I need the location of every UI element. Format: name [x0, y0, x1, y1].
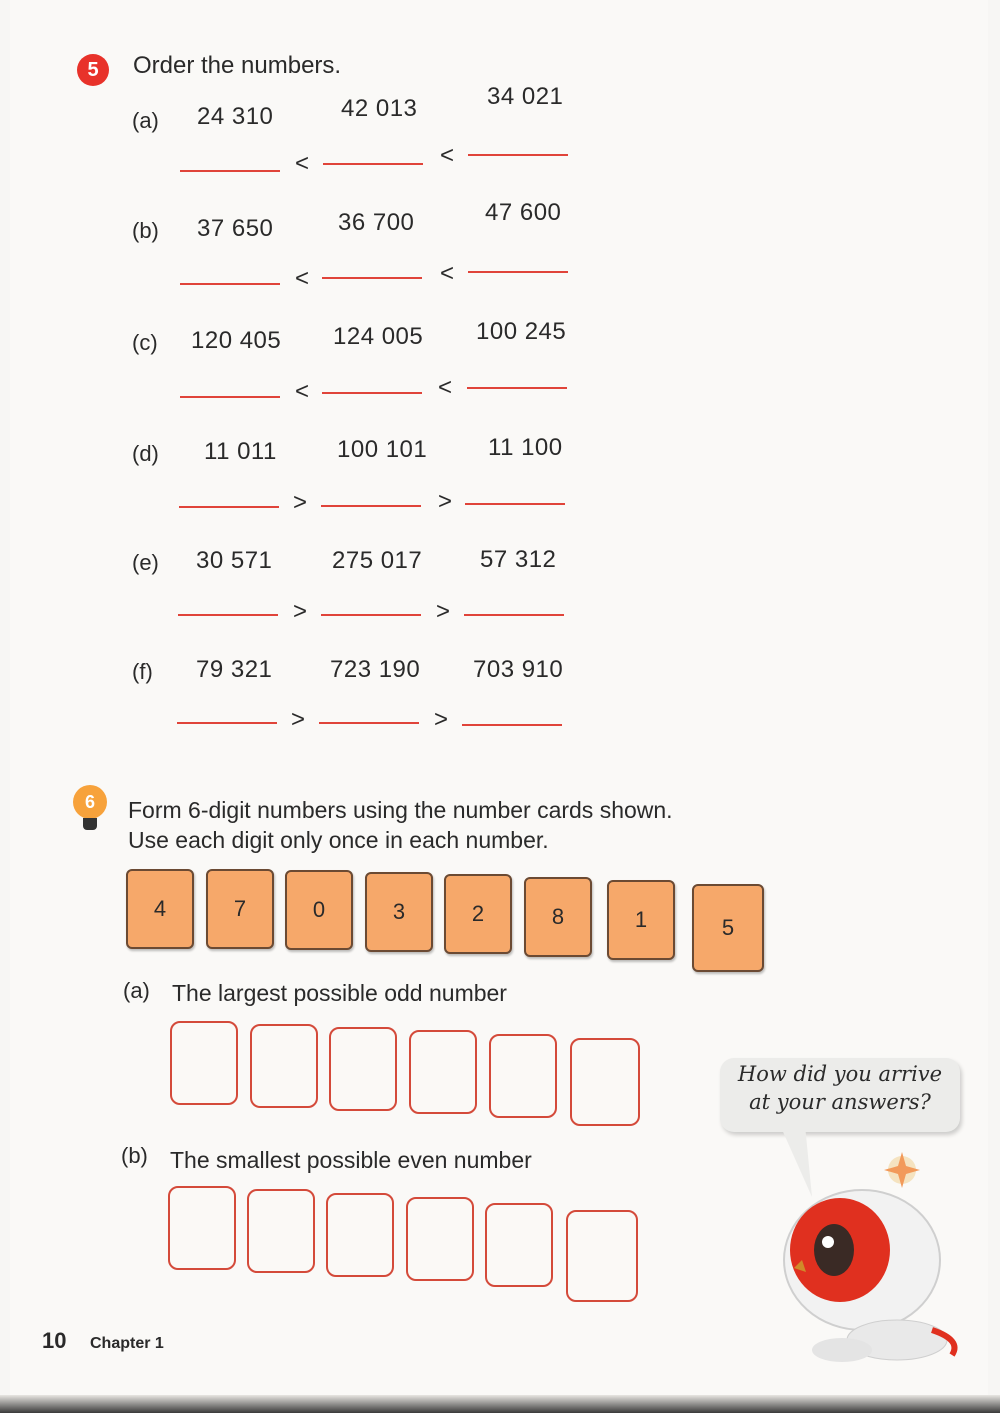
part-f-number-2: 723 190	[330, 656, 421, 683]
part-d-number-3: 11 100	[488, 434, 563, 461]
q6-part-b-label: (b)	[121, 1143, 148, 1168]
part-e-symbol-1: >	[293, 598, 308, 625]
question-6-line-1: Form 6-digit numbers using the number cards shown.	[128, 797, 673, 823]
part-a-symbol-1: <	[295, 150, 310, 177]
answer-box[interactable]	[168, 1186, 236, 1270]
part-f-symbol-2: >	[434, 706, 449, 733]
part-c-symbol-2: <	[438, 374, 453, 401]
part-d-label: (d)	[132, 441, 159, 466]
chapter-label: Chapter 1	[90, 1335, 164, 1352]
part-f-blank-2[interactable]	[319, 722, 419, 724]
part-b-number-1: 37 650	[197, 215, 274, 242]
part-d-number-2: 100 101	[337, 436, 428, 463]
number-card: 4	[126, 869, 194, 949]
q6-part-a-label: (a)	[123, 978, 150, 1003]
part-f-label: (f)	[132, 659, 153, 684]
answer-box[interactable]	[250, 1024, 318, 1108]
part-d-blank-2[interactable]	[321, 505, 421, 507]
part-f-number-3: 703 910	[473, 656, 564, 683]
page-edge-shadow	[0, 1395, 1000, 1413]
part-f-blank-1[interactable]	[177, 722, 277, 724]
part-e-symbol-2: >	[436, 598, 451, 625]
number-card: 0	[285, 870, 353, 950]
speech-line-1: How did you arrive	[737, 1062, 943, 1086]
part-b-blank-3[interactable]	[468, 271, 568, 273]
lightbulb-base-icon	[83, 818, 97, 830]
speech-line-2: at your answers?	[749, 1090, 931, 1114]
part-f-blank-3[interactable]	[462, 724, 562, 726]
part-e-blank-2[interactable]	[321, 614, 421, 616]
part-b-label: (b)	[132, 218, 159, 243]
answer-box[interactable]	[406, 1197, 474, 1281]
part-e-number-3: 57 312	[480, 546, 557, 573]
part-b-blank-1[interactable]	[180, 283, 280, 285]
q6-part-a-text: The largest possible odd number	[172, 980, 507, 1006]
question-6-line-2: Use each digit only once in each number.	[128, 827, 549, 853]
part-d-blank-3[interactable]	[465, 503, 565, 505]
part-a-symbol-2: <	[440, 142, 455, 169]
part-e-number-2: 275 017	[332, 547, 423, 574]
part-c-label: (c)	[132, 330, 158, 355]
part-c-number-3: 100 245	[476, 318, 567, 345]
part-c-blank-3[interactable]	[467, 387, 567, 389]
number-card: 7	[206, 869, 274, 949]
answer-box[interactable]	[247, 1189, 315, 1273]
part-b-symbol-2: <	[440, 260, 455, 287]
part-d-number-1: 11 011	[204, 438, 277, 465]
page-number: 10	[42, 1328, 67, 1353]
part-a-label: (a)	[132, 108, 159, 133]
answer-box[interactable]	[485, 1203, 553, 1287]
mascot-robot-icon	[772, 1150, 982, 1370]
number-card: 2	[444, 874, 512, 954]
question-5-title: Order the numbers.	[133, 52, 342, 79]
part-f-number-1: 79 321	[196, 656, 273, 683]
number-card: 3	[365, 872, 433, 952]
workbook-page	[10, 0, 988, 1395]
part-a-blank-2[interactable]	[323, 163, 423, 165]
part-b-number-3: 47 600	[485, 199, 562, 226]
part-c-blank-2[interactable]	[322, 392, 422, 394]
part-d-symbol-1: >	[293, 489, 308, 516]
number-card: 8	[524, 877, 592, 957]
part-b-blank-2[interactable]	[322, 277, 422, 279]
part-e-blank-1[interactable]	[178, 614, 278, 616]
part-f-symbol-1: >	[291, 706, 306, 733]
number-card: 5	[692, 884, 764, 972]
part-e-label: (e)	[132, 550, 159, 575]
number-card: 1	[607, 880, 675, 960]
answer-box[interactable]	[489, 1034, 557, 1118]
part-a-number-3: 34 021	[487, 83, 564, 110]
answer-box[interactable]	[329, 1027, 397, 1111]
answer-box[interactable]	[326, 1193, 394, 1277]
part-a-blank-3[interactable]	[468, 154, 568, 156]
answer-box[interactable]	[566, 1210, 638, 1302]
part-a-blank-1[interactable]	[180, 170, 280, 172]
part-d-symbol-2: >	[438, 488, 453, 515]
part-c-blank-1[interactable]	[180, 396, 280, 398]
part-b-number-2: 36 700	[338, 209, 415, 236]
spark-icon	[884, 1152, 920, 1188]
part-e-blank-3[interactable]	[464, 614, 564, 616]
answer-box[interactable]	[170, 1021, 238, 1105]
question-5-badge: 5	[77, 54, 109, 86]
part-c-number-1: 120 405	[191, 327, 282, 354]
part-e-number-1: 30 571	[196, 547, 273, 574]
speech-bubble	[720, 1058, 960, 1132]
part-c-number-2: 124 005	[333, 323, 424, 350]
q6-part-b-text: The smallest possible even number	[170, 1147, 532, 1173]
part-c-symbol-1: <	[295, 378, 310, 405]
part-b-symbol-1: <	[295, 265, 310, 292]
part-d-blank-1[interactable]	[179, 506, 279, 508]
part-a-number-2: 42 013	[341, 95, 418, 122]
lightbulb-icon: 6	[73, 785, 107, 819]
answer-box[interactable]	[409, 1030, 477, 1114]
answer-box[interactable]	[570, 1038, 640, 1126]
part-a-number-1: 24 310	[197, 103, 274, 130]
